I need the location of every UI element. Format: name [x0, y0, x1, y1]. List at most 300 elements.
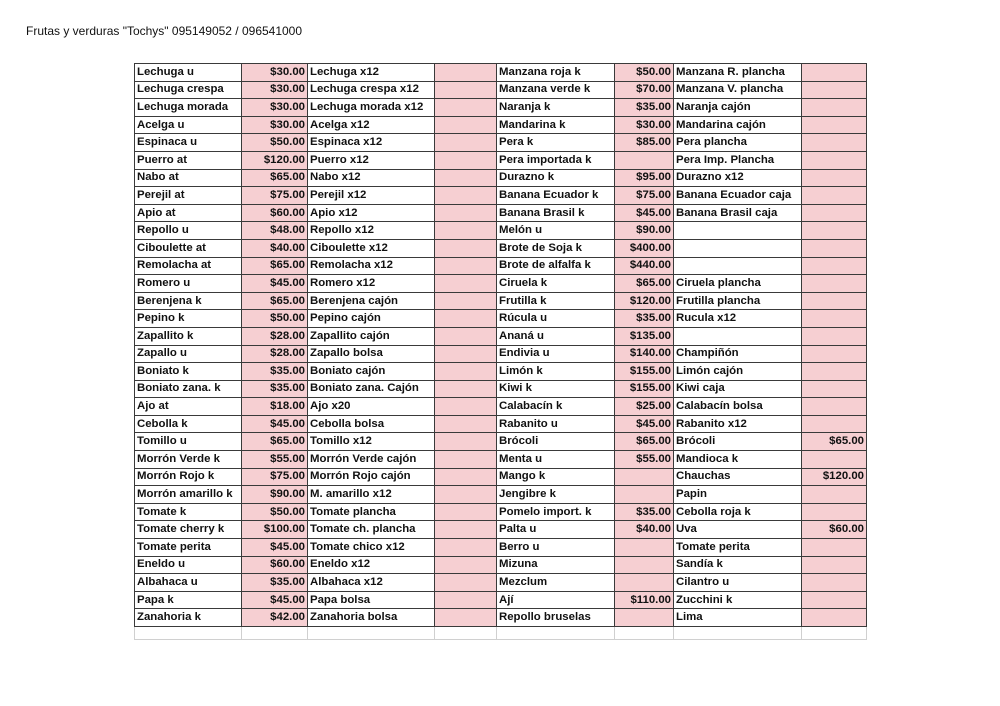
table-row: [135, 503, 867, 521]
table-row-empty: [135, 627, 867, 640]
cell-product-a: Morrón Verde k: [135, 451, 242, 469]
table-row: [135, 345, 867, 363]
cell-bulk-price-a: [435, 292, 497, 310]
cell-price-b: $140.00: [615, 345, 674, 363]
cell-product-b: Mizuna: [497, 556, 615, 574]
cell-bulk-price-a: [435, 99, 497, 117]
cell-price-a: $48.00: [242, 222, 308, 240]
cell-price-b: $110.00: [615, 591, 674, 609]
cell-bulk-a: Tomate ch. plancha: [308, 521, 435, 539]
cell-price-b: $400.00: [615, 239, 674, 257]
cell-bulk-b: Papin: [674, 486, 802, 504]
cell-bulk-a: Puerro x12: [308, 151, 435, 169]
cell-bulk-a: Tomate chico x12: [308, 539, 435, 557]
cell-product-b: Banana Ecuador k: [497, 187, 615, 205]
table-row: [135, 415, 867, 433]
cell-empty: [308, 627, 435, 640]
table-row: [135, 134, 867, 152]
table-row: [135, 574, 867, 592]
cell-bulk-b: Pera plancha: [674, 134, 802, 152]
cell-product-a: Lechuga crespa: [135, 81, 242, 99]
cell-product-a: Albahaca u: [135, 574, 242, 592]
table-row: [135, 222, 867, 240]
cell-bulk-price-b: [802, 345, 867, 363]
cell-price-a: $65.00: [242, 433, 308, 451]
cell-bulk-a: Ciboulette x12: [308, 239, 435, 257]
cell-bulk-price-b: [802, 363, 867, 381]
cell-product-b: Manzana roja k: [497, 64, 615, 82]
cell-bulk-a: Tomate plancha: [308, 503, 435, 521]
cell-bulk-price-a: [435, 187, 497, 205]
cell-bulk-price-b: [802, 556, 867, 574]
cell-price-b: [615, 486, 674, 504]
cell-product-a: Tomate cherry k: [135, 521, 242, 539]
cell-product-a: Lechuga morada: [135, 99, 242, 117]
cell-bulk-a: M. amarillo x12: [308, 486, 435, 504]
cell-bulk-a: Nabo x12: [308, 169, 435, 187]
cell-bulk-price-b: [802, 609, 867, 627]
cell-price-b: $120.00: [615, 292, 674, 310]
cell-bulk-a: Lechuga morada x12: [308, 99, 435, 117]
table-row: [135, 380, 867, 398]
cell-bulk-a: Lechuga crespa x12: [308, 81, 435, 99]
cell-price-a: $65.00: [242, 169, 308, 187]
cell-price-a: $65.00: [242, 257, 308, 275]
cell-bulk-price-a: [435, 204, 497, 222]
cell-price-a: $40.00: [242, 239, 308, 257]
cell-product-b: Pera importada k: [497, 151, 615, 169]
cell-bulk-price-b: $120.00: [802, 468, 867, 486]
cell-bulk-b: Limón cajón: [674, 363, 802, 381]
cell-price-a: $60.00: [242, 204, 308, 222]
document-header: Frutas y verduras "Tochys" 095149052 / 096541000: [26, 24, 303, 38]
cell-bulk-price-a: [435, 222, 497, 240]
cell-product-a: Morrón Rojo k: [135, 468, 242, 486]
cell-product-b: Pomelo import. k: [497, 503, 615, 521]
cell-bulk-b: Lima: [674, 609, 802, 627]
cell-product-b: Berro u: [497, 539, 615, 557]
cell-bulk-price-a: [435, 169, 497, 187]
cell-product-a: Nabo at: [135, 169, 242, 187]
cell-price-a: $30.00: [242, 99, 308, 117]
cell-product-b: Banana Brasil k: [497, 204, 615, 222]
cell-empty: [802, 627, 867, 640]
cell-bulk-price-a: [435, 151, 497, 169]
cell-bulk-price-b: [802, 574, 867, 592]
cell-price-a: $35.00: [242, 574, 308, 592]
cell-bulk-price-b: [802, 204, 867, 222]
cell-empty: [497, 627, 615, 640]
cell-bulk-b: Sandía k: [674, 556, 802, 574]
cell-product-a: Morrón amarillo k: [135, 486, 242, 504]
cell-bulk-a: Morrón Verde cajón: [308, 451, 435, 469]
cell-product-b: Naranja k: [497, 99, 615, 117]
cell-bulk-price-b: [802, 380, 867, 398]
cell-bulk-b: Ciruela plancha: [674, 275, 802, 293]
cell-product-a: Tomate k: [135, 503, 242, 521]
cell-price-b: $45.00: [615, 415, 674, 433]
cell-price-a: $50.00: [242, 134, 308, 152]
table-row: [135, 81, 867, 99]
cell-price-a: $35.00: [242, 363, 308, 381]
cell-product-a: Romero u: [135, 275, 242, 293]
cell-bulk-price-a: [435, 116, 497, 134]
cell-price-b: $90.00: [615, 222, 674, 240]
cell-product-a: Zanahoria k: [135, 609, 242, 627]
cell-bulk-price-b: [802, 486, 867, 504]
cell-price-b: $50.00: [615, 64, 674, 82]
price-table-body: [135, 64, 867, 640]
cell-price-b: $25.00: [615, 398, 674, 416]
cell-product-b: Ananá u: [497, 327, 615, 345]
cell-price-a: $45.00: [242, 539, 308, 557]
cell-product-b: Rabanito u: [497, 415, 615, 433]
cell-price-b: [615, 539, 674, 557]
cell-bulk-b: Pera Imp. Plancha: [674, 151, 802, 169]
cell-product-b: Pera k: [497, 134, 615, 152]
cell-bulk-b: Chauchas: [674, 468, 802, 486]
cell-bulk-price-a: [435, 574, 497, 592]
cell-bulk-a: Romero x12: [308, 275, 435, 293]
cell-price-a: $55.00: [242, 451, 308, 469]
table-row: [135, 116, 867, 134]
cell-bulk-a: Acelga x12: [308, 116, 435, 134]
cell-product-b: Frutilla k: [497, 292, 615, 310]
cell-product-a: Apio at: [135, 204, 242, 222]
cell-bulk-a: Pepino cajón: [308, 310, 435, 328]
table-row: [135, 275, 867, 293]
cell-bulk-price-a: [435, 468, 497, 486]
cell-bulk-price-b: $60.00: [802, 521, 867, 539]
cell-product-b: Palta u: [497, 521, 615, 539]
cell-bulk-price-a: [435, 363, 497, 381]
cell-product-a: Berenjena k: [135, 292, 242, 310]
cell-price-a: $30.00: [242, 81, 308, 99]
cell-product-b: Limón k: [497, 363, 615, 381]
cell-bulk-b: Manzana R. plancha: [674, 64, 802, 82]
cell-product-a: Puerro at: [135, 151, 242, 169]
cell-price-b: $35.00: [615, 503, 674, 521]
cell-bulk-price-b: [802, 591, 867, 609]
cell-bulk-b: Cilantro u: [674, 574, 802, 592]
cell-bulk-price-a: [435, 433, 497, 451]
cell-bulk-b: Frutilla plancha: [674, 292, 802, 310]
cell-product-b: Brote de alfalfa k: [497, 257, 615, 275]
cell-bulk-a: Apio x12: [308, 204, 435, 222]
cell-price-b: $40.00: [615, 521, 674, 539]
cell-product-b: Repollo bruselas: [497, 609, 615, 627]
cell-bulk-a: Morrón Rojo cajón: [308, 468, 435, 486]
cell-price-b: $35.00: [615, 99, 674, 117]
cell-price-b: $30.00: [615, 116, 674, 134]
cell-product-b: Melón u: [497, 222, 615, 240]
cell-product-a: Boniato zana. k: [135, 380, 242, 398]
table-row: [135, 521, 867, 539]
cell-bulk-b: Banana Brasil caja: [674, 204, 802, 222]
cell-product-a: Ajo at: [135, 398, 242, 416]
cell-product-a: Remolacha at: [135, 257, 242, 275]
table-row: [135, 169, 867, 187]
table-row: [135, 591, 867, 609]
cell-bulk-price-b: [802, 187, 867, 205]
cell-bulk-price-a: [435, 591, 497, 609]
cell-product-a: Tomate perita: [135, 539, 242, 557]
cell-price-a: $120.00: [242, 151, 308, 169]
cell-bulk-price-a: [435, 239, 497, 257]
table-row: [135, 556, 867, 574]
cell-price-b: $75.00: [615, 187, 674, 205]
cell-price-a: $65.00: [242, 292, 308, 310]
cell-bulk-a: Espinaca x12: [308, 134, 435, 152]
cell-bulk-price-b: [802, 239, 867, 257]
table-row: [135, 204, 867, 222]
cell-product-b: Brócoli: [497, 433, 615, 451]
cell-empty: [242, 627, 308, 640]
cell-price-a: $18.00: [242, 398, 308, 416]
cell-bulk-a: Tomillo x12: [308, 433, 435, 451]
cell-bulk-b: [674, 239, 802, 257]
cell-price-a: $50.00: [242, 503, 308, 521]
table-row: [135, 398, 867, 416]
cell-price-b: [615, 609, 674, 627]
cell-bulk-b: Zucchini k: [674, 591, 802, 609]
cell-bulk-price-b: [802, 81, 867, 99]
cell-product-a: Perejil at: [135, 187, 242, 205]
cell-product-b: Rúcula u: [497, 310, 615, 328]
cell-product-b: Endivia u: [497, 345, 615, 363]
cell-product-b: Ají: [497, 591, 615, 609]
cell-bulk-price-a: [435, 609, 497, 627]
cell-price-a: $45.00: [242, 415, 308, 433]
cell-price-b: $35.00: [615, 310, 674, 328]
cell-product-b: Durazno k: [497, 169, 615, 187]
cell-bulk-price-a: [435, 539, 497, 557]
cell-bulk-b: Rucula x12: [674, 310, 802, 328]
cell-product-a: Espinaca u: [135, 134, 242, 152]
cell-bulk-price-a: [435, 134, 497, 152]
cell-empty: [435, 627, 497, 640]
cell-bulk-a: Boniato cajón: [308, 363, 435, 381]
cell-price-b: $70.00: [615, 81, 674, 99]
cell-product-a: Eneldo u: [135, 556, 242, 574]
cell-bulk-price-b: [802, 398, 867, 416]
table-row: [135, 187, 867, 205]
cell-bulk-b: Champiñón: [674, 345, 802, 363]
cell-empty: [674, 627, 802, 640]
cell-bulk-price-b: $65.00: [802, 433, 867, 451]
cell-price-b: $65.00: [615, 433, 674, 451]
cell-bulk-price-a: [435, 503, 497, 521]
cell-price-a: $35.00: [242, 380, 308, 398]
cell-bulk-a: Ajo x20: [308, 398, 435, 416]
cell-bulk-b: Cebolla roja k: [674, 503, 802, 521]
cell-bulk-price-a: [435, 521, 497, 539]
cell-price-a: $30.00: [242, 64, 308, 82]
cell-bulk-b: [674, 222, 802, 240]
table-row: [135, 468, 867, 486]
cell-bulk-price-a: [435, 310, 497, 328]
cell-price-b: $95.00: [615, 169, 674, 187]
cell-price-a: $42.00: [242, 609, 308, 627]
cell-bulk-b: Brócoli: [674, 433, 802, 451]
cell-product-b: Ciruela k: [497, 275, 615, 293]
cell-bulk-price-a: [435, 81, 497, 99]
cell-empty: [135, 627, 242, 640]
cell-product-b: Calabacín k: [497, 398, 615, 416]
cell-price-a: $28.00: [242, 345, 308, 363]
cell-bulk-a: Repollo x12: [308, 222, 435, 240]
cell-bulk-price-b: [802, 134, 867, 152]
table-row: [135, 292, 867, 310]
cell-bulk-a: Albahaca x12: [308, 574, 435, 592]
cell-product-b: Manzana verde k: [497, 81, 615, 99]
cell-bulk-price-b: [802, 257, 867, 275]
cell-bulk-price-a: [435, 398, 497, 416]
cell-bulk-price-a: [435, 64, 497, 82]
cell-bulk-b: [674, 327, 802, 345]
cell-bulk-price-a: [435, 451, 497, 469]
cell-price-a: $60.00: [242, 556, 308, 574]
cell-price-b: $85.00: [615, 134, 674, 152]
cell-product-b: Menta u: [497, 451, 615, 469]
cell-product-a: Zapallito k: [135, 327, 242, 345]
cell-product-a: Cebolla k: [135, 415, 242, 433]
cell-price-b: $155.00: [615, 363, 674, 381]
table-row: [135, 310, 867, 328]
cell-bulk-price-a: [435, 486, 497, 504]
cell-product-a: Tomillo u: [135, 433, 242, 451]
cell-product-a: Lechuga u: [135, 64, 242, 82]
cell-bulk-b: Naranja cajón: [674, 99, 802, 117]
cell-bulk-price-b: [802, 99, 867, 117]
cell-bulk-a: Papa bolsa: [308, 591, 435, 609]
cell-bulk-b: Manzana V. plancha: [674, 81, 802, 99]
cell-price-a: $75.00: [242, 468, 308, 486]
cell-price-a: $30.00: [242, 116, 308, 134]
table-row: [135, 486, 867, 504]
cell-product-b: Kiwi k: [497, 380, 615, 398]
table-row: [135, 151, 867, 169]
cell-bulk-b: Durazno x12: [674, 169, 802, 187]
cell-bulk-price-b: [802, 275, 867, 293]
cell-bulk-price-a: [435, 380, 497, 398]
table-row: [135, 257, 867, 275]
cell-price-b: $155.00: [615, 380, 674, 398]
cell-bulk-b: Kiwi caja: [674, 380, 802, 398]
cell-product-a: Pepino k: [135, 310, 242, 328]
table-row: [135, 239, 867, 257]
cell-bulk-b: Rabanito x12: [674, 415, 802, 433]
cell-price-b: $55.00: [615, 451, 674, 469]
cell-price-a: $75.00: [242, 187, 308, 205]
cell-price-b: $135.00: [615, 327, 674, 345]
table-row: [135, 433, 867, 451]
cell-product-a: Zapallo u: [135, 345, 242, 363]
cell-bulk-price-b: [802, 310, 867, 328]
cell-price-a: $45.00: [242, 591, 308, 609]
cell-product-a: Ciboulette at: [135, 239, 242, 257]
cell-price-b: [615, 468, 674, 486]
table-row: [135, 363, 867, 381]
table-row: [135, 451, 867, 469]
cell-price-a: $90.00: [242, 486, 308, 504]
cell-bulk-a: Perejil x12: [308, 187, 435, 205]
cell-bulk-a: Berenjena cajón: [308, 292, 435, 310]
cell-bulk-a: Boniato zana. Cajón: [308, 380, 435, 398]
cell-price-b: [615, 151, 674, 169]
cell-product-b: Mandarina k: [497, 116, 615, 134]
table-row: [135, 327, 867, 345]
cell-product-b: Jengibre k: [497, 486, 615, 504]
cell-bulk-a: Zanahoria bolsa: [308, 609, 435, 627]
cell-product-b: Brote de Soja k: [497, 239, 615, 257]
cell-bulk-price-b: [802, 169, 867, 187]
cell-price-a: $45.00: [242, 275, 308, 293]
cell-bulk-b: Calabacín bolsa: [674, 398, 802, 416]
cell-bulk-b: Tomate perita: [674, 539, 802, 557]
cell-bulk-b: Mandarina cajón: [674, 116, 802, 134]
cell-bulk-price-b: [802, 292, 867, 310]
cell-price-a: $50.00: [242, 310, 308, 328]
cell-price-b: $65.00: [615, 275, 674, 293]
cell-product-a: Boniato k: [135, 363, 242, 381]
cell-bulk-a: Eneldo x12: [308, 556, 435, 574]
cell-price-b: [615, 574, 674, 592]
cell-bulk-price-b: [802, 222, 867, 240]
cell-bulk-price-a: [435, 415, 497, 433]
table-row: [135, 64, 867, 82]
cell-bulk-price-b: [802, 116, 867, 134]
cell-bulk-price-b: [802, 503, 867, 521]
cell-product-a: Acelga u: [135, 116, 242, 134]
cell-price-b: $440.00: [615, 257, 674, 275]
cell-bulk-a: Zapallo bolsa: [308, 345, 435, 363]
cell-empty: [615, 627, 674, 640]
cell-bulk-b: [674, 257, 802, 275]
price-table: [134, 63, 867, 640]
cell-bulk-price-b: [802, 151, 867, 169]
cell-product-b: Mango k: [497, 468, 615, 486]
cell-bulk-a: Remolacha x12: [308, 257, 435, 275]
cell-product-a: Papa k: [135, 591, 242, 609]
cell-bulk-price-b: [802, 539, 867, 557]
cell-bulk-b: Mandioca k: [674, 451, 802, 469]
cell-bulk-price-a: [435, 275, 497, 293]
cell-bulk-price-a: [435, 556, 497, 574]
cell-bulk-price-b: [802, 451, 867, 469]
cell-bulk-a: Cebolla bolsa: [308, 415, 435, 433]
cell-price-a: $28.00: [242, 327, 308, 345]
cell-bulk-a: Zapallito cajón: [308, 327, 435, 345]
cell-price-b: [615, 556, 674, 574]
cell-bulk-price-b: [802, 327, 867, 345]
table-row: [135, 99, 867, 117]
table-row: [135, 539, 867, 557]
cell-product-b: Mezclum: [497, 574, 615, 592]
cell-price-b: $45.00: [615, 204, 674, 222]
cell-bulk-price-a: [435, 345, 497, 363]
cell-bulk-a: Lechuga x12: [308, 64, 435, 82]
cell-price-a: $100.00: [242, 521, 308, 539]
cell-bulk-price-b: [802, 64, 867, 82]
cell-bulk-price-b: [802, 415, 867, 433]
table-row: [135, 609, 867, 627]
cell-bulk-price-a: [435, 257, 497, 275]
cell-bulk-b: Banana Ecuador caja: [674, 187, 802, 205]
cell-bulk-b: Uva: [674, 521, 802, 539]
cell-bulk-price-a: [435, 327, 497, 345]
cell-product-a: Repollo u: [135, 222, 242, 240]
